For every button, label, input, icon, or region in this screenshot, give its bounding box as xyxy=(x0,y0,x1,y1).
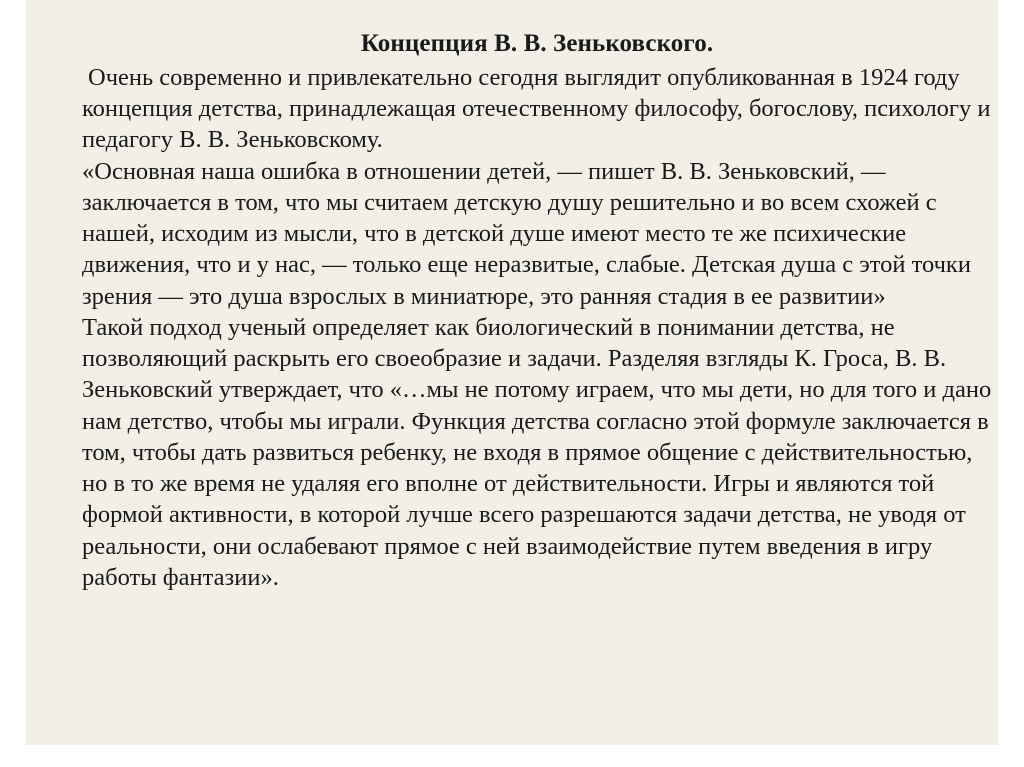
paragraph-2: «Основная наша ошибка в отношении детей, — пишет В. В. Зеньковский, — заключается в том, что мы считаем детскую душу решительно и во всем схожей с нашей, исходим из мысли, что в детской душе имеют место те же психические движения, что и у нас, — только еще неразвитые, слабые. Детская душа с этой точки зрения — это душа взрослых в миниатюре, это ранняя стадия в ее развитии» xyxy=(82,157,971,310)
text-block xyxy=(82,28,992,593)
paragraph-1: Очень современно и привлекательно сегодня выглядит опубликованная в 1924 году концепция детства, принадлежащая отечественному философу, богослову, психологу и педагогу В. В. Зеньковскому. xyxy=(82,64,991,154)
paragraph-3: Такой подход ученый определяет как биологический в понимании детства, не позволяющий раскрыть его своеобразие и задачи. Разделяя взгляды К. Гроса, В. В. Зеньковский утверждает, что «…мы не потому играем, что мы дети, но для того и дано нам детство, чтобы мы играли. Функция детства согласно этой формуле заключается в том, чтобы дать развиться ребенку, не входя в прямое общение с действительностью, но в то же время не удаляя его вполне от действительности. Игры и являются той формой активности, в которой лучше всего разрешаются задачи детства, не уводя от реальности, они ослабевают прямое с ней взаимодействие путем введения в игру работы фантазии». xyxy=(82,313,992,591)
slide-title: Концепция В. В. Зеньковского. xyxy=(360,30,714,57)
slide-content-panel xyxy=(26,0,998,745)
